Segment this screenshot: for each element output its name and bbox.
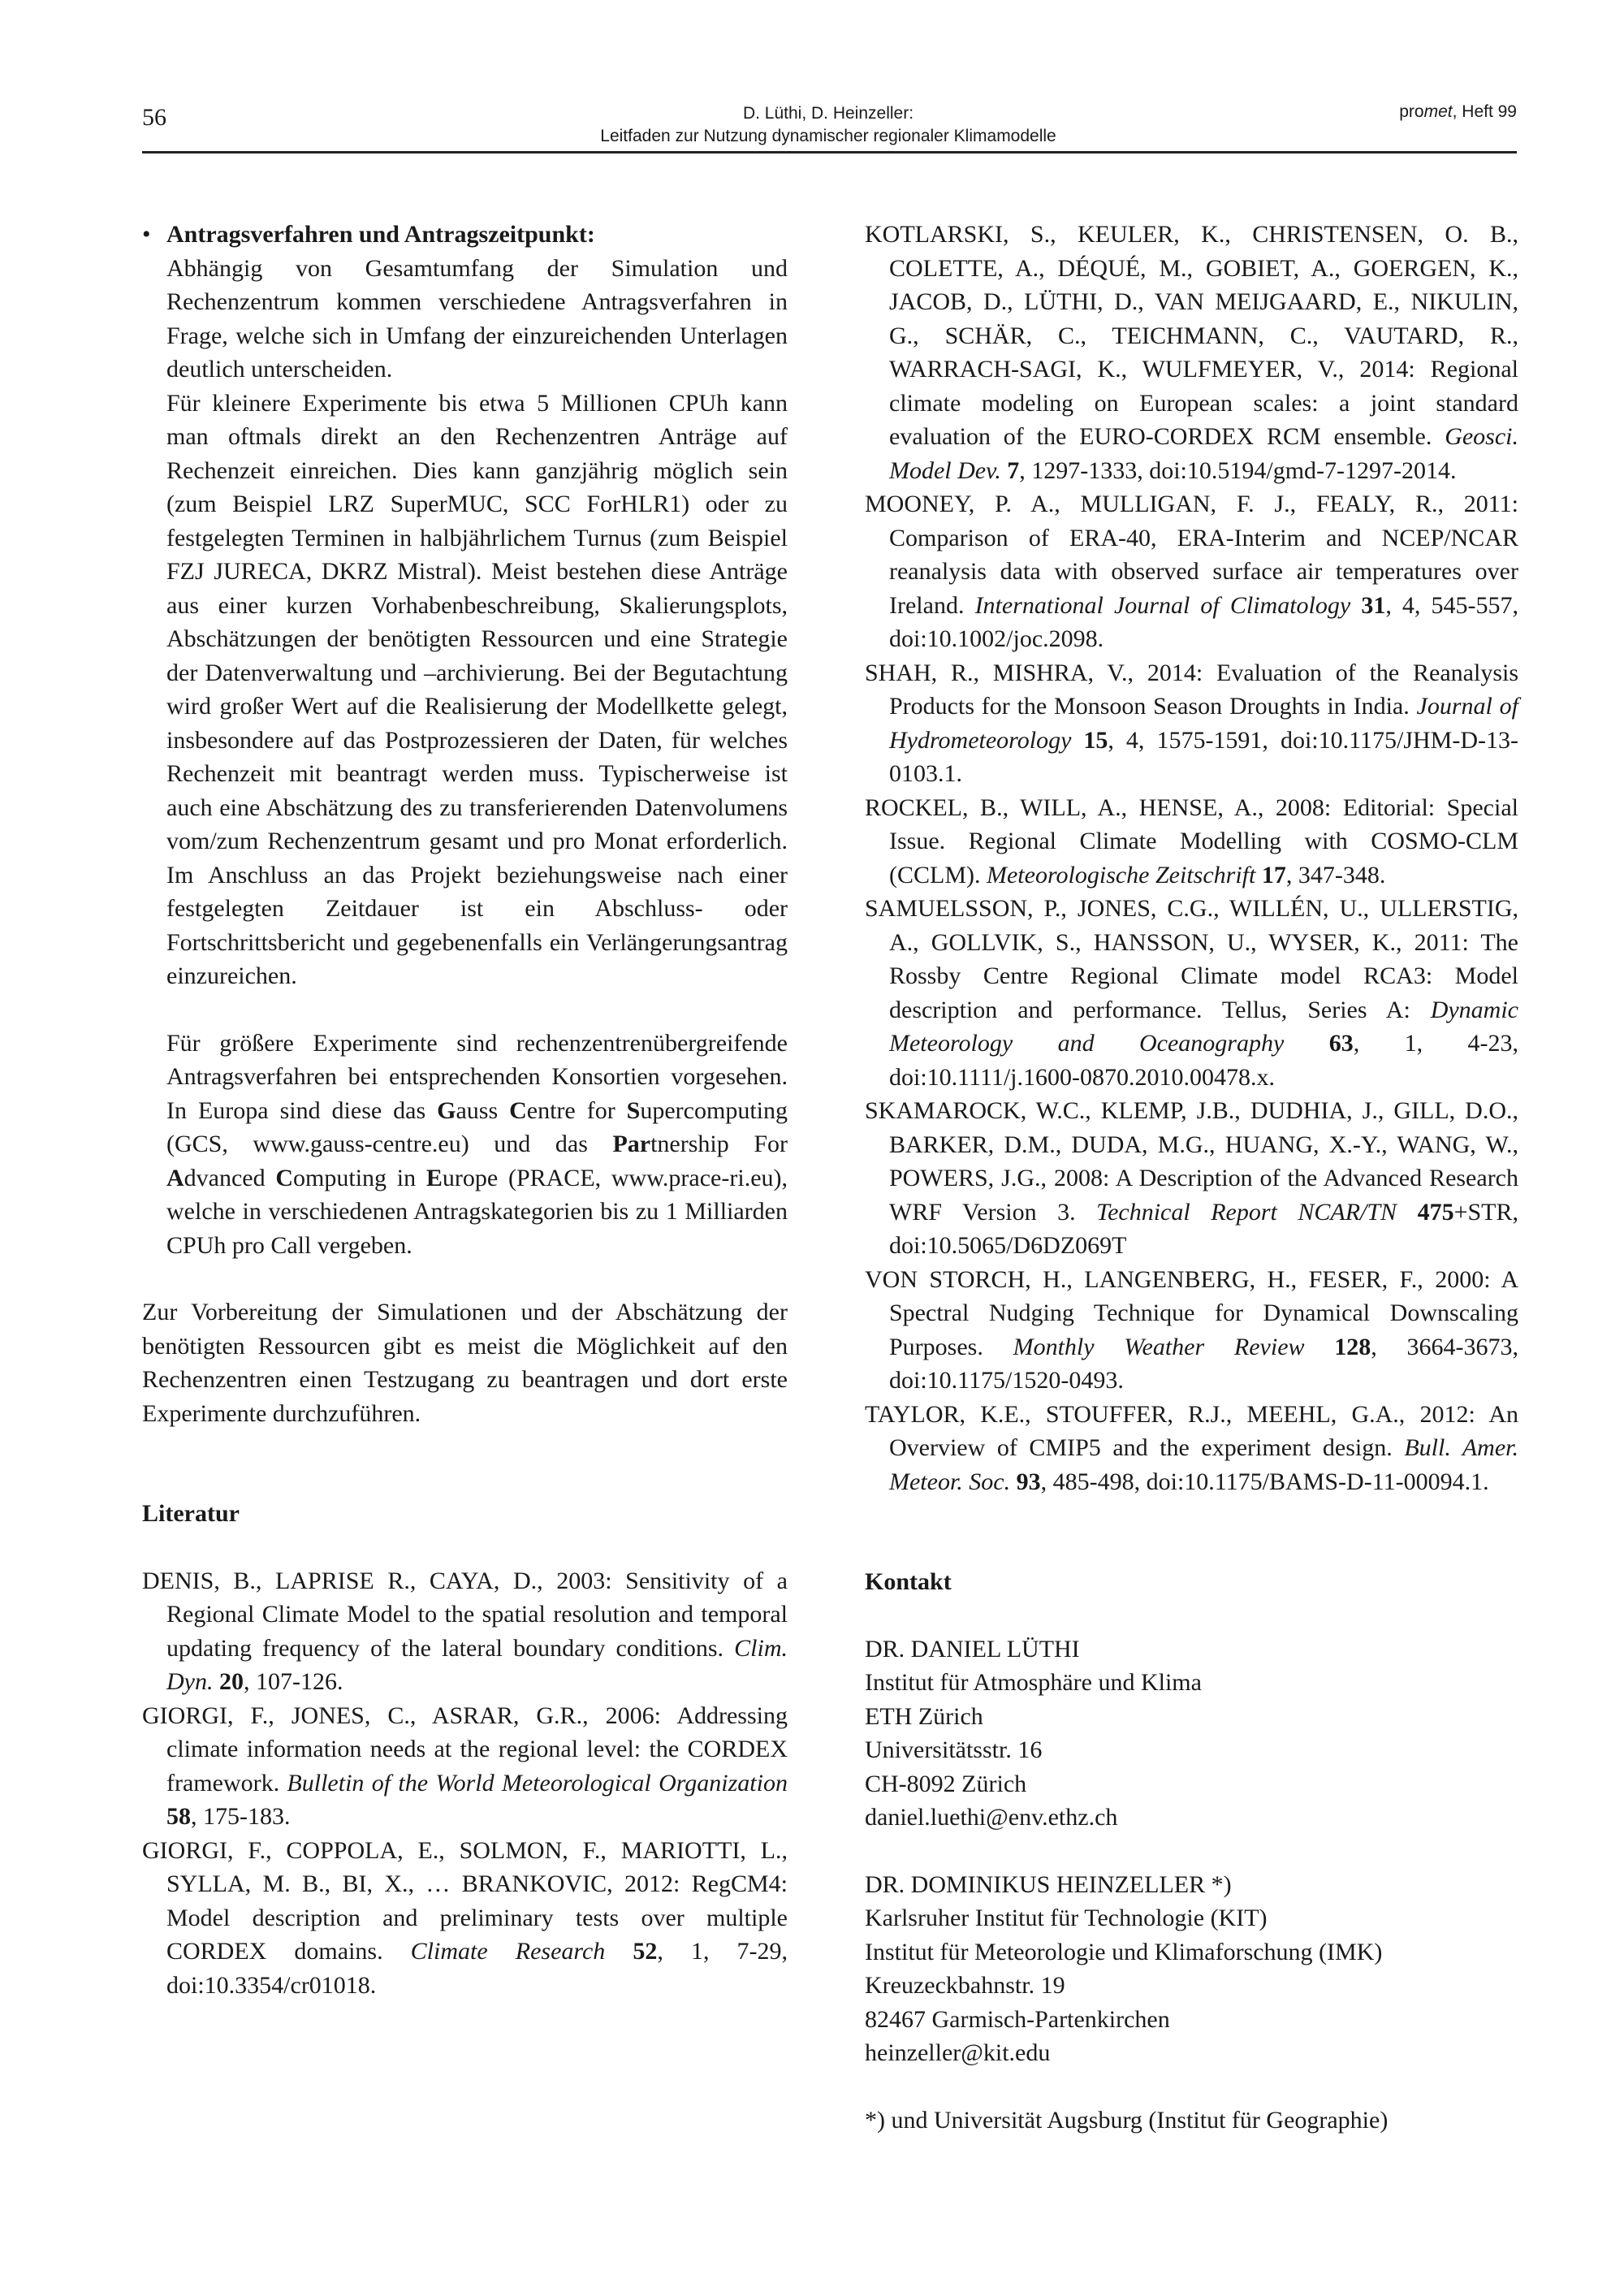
reference-item: GIORGI, F., COPPOLA, E., SOLMON, F., MARIOTTI, L., SYLLA, M. B., BI, X., … BRANKOVIC, 2012: RegCM4: Model description and preliminary tests over multiple CORDEX domains. Climate Research 52, 1, 7-29, doi:10.3354/cr01018. xyxy=(142,1836,788,1999)
reference-item: SKAMAROCK, W.C., KLEMP, J.B., DUDHIA, J., GILL, D.O., BARKER, D.M., DUDA, M.G., HUANG, X.-Y., WANG, W., POWERS, J.G., 2008: A Description of the Advanced Research WRF Version 3. Technical Report NCAR/TN 475+STR, doi:10.5065/D6DZ069T xyxy=(865,1097,1519,1259)
p3-text: omputing in xyxy=(293,1164,426,1191)
reference-item: GIORGI, F., JONES, C., ASRAR, G.R., 2006: Addressing climate information needs at the regional level: the CORDEX framework. Bulletin of the World Meteorological Organization 58, 175-183. xyxy=(142,1701,788,1830)
p3-bold: E xyxy=(425,1164,443,1191)
contact-institute: Institut für Atmosphäre und Klima xyxy=(865,1669,1202,1696)
running-header xyxy=(487,102,1169,148)
journal-name-plain: pro xyxy=(1399,102,1424,121)
contact-person-1 xyxy=(865,1632,1518,1835)
contact-name: DR. DANIEL LÜTHI xyxy=(865,1635,1080,1663)
p3-bold: A xyxy=(166,1164,184,1191)
reference-item: MOONEY, P. A., MULLIGAN, F. J., FEALY, R., 2011: Comparison of ERA-40, ERA-Interim and NCEP/NCAR reanalysis data with observed surface air temperatures over Ireland. International Journal of Climatology 31, 4, 545-557, doi:10.1002/joc.2098. xyxy=(865,491,1519,652)
contact-organization: ETH Zürich xyxy=(865,1702,983,1730)
header-authors: D. Lüthi, D. Heinzeller: xyxy=(742,104,914,123)
p3-text: auss xyxy=(456,1096,510,1124)
contact-institute: Institut für Meteorologie und Klimaforschung (IMK) xyxy=(865,1938,1383,1965)
p3-bold: C xyxy=(509,1096,527,1124)
p3-text: upercomputing (GCS, www.gauss-centre.eu) und das xyxy=(166,1096,788,1157)
contact-organization: Karlsruher Institut für Technologie (KIT) xyxy=(865,1905,1268,1931)
p3-text: tnership For xyxy=(650,1131,788,1157)
reference-item: SAMUELSSON, P., JONES, C.G., WILLÉN, U., ULLERSTIG, A., GOLLVIK, S., HANSSON, U., WYSER, K., 2011: The Rossby Centre Regional Climate model RCA3: Model description and performance. Tellus, Series A: Dynamic Meteorology and Oceanography 63, 1, 4-23, doi:10.1111/j.1600-0870.2010.00478.x. xyxy=(865,895,1518,1091)
contact-footnote: *) und Universität Augsburg (Institut für Geographie) xyxy=(865,2106,1389,2134)
p3-text: Für größere Experimente sind rechenzentrenübergreifende Antragsverfahren bei entsprechenden Konsortien vorgesehen. In Europa sind diese das xyxy=(166,1029,788,1124)
paragraph-1: Abhängig von Gesamtumfang der Simulation und Rechenzentrum kommen verschiedene Antragsverfahren in Frage, welche sich in Umfang der einzureichenden Unterlagen deutlich unterscheiden. xyxy=(166,254,788,383)
reference-item: SHAH, R., MISHRA, V., 2014: Evaluation of the Reanalysis Products for the Monsoon Season Droughts in India. Journal of Hydrometeorology 15, 4, 1575-1591, doi:10.1175/JHM-D-13-0103.1. xyxy=(865,659,1518,787)
reference-list-right xyxy=(865,218,1518,1498)
left-column xyxy=(142,218,788,2002)
literatur-heading: Literatur xyxy=(142,1500,240,1527)
p3-bold: C xyxy=(275,1164,294,1191)
reference-item: TAYLOR, K.E., STOUFFER, R.J., MEEHL, G.A., 2012: An Overview of CMIP5 and the experiment design. Bull. Amer. Meteor. Soc. 93, 485-498, doi:10.1175/BAMS-D-11-00094.1. xyxy=(865,1400,1519,1495)
issue-number: , Heft 99 xyxy=(1452,102,1517,121)
paragraph-3 xyxy=(166,1027,788,1263)
contact-email: heinzeller@kit.edu xyxy=(865,2039,1051,2066)
contact-city: CH-8092 Zürich xyxy=(865,1770,1027,1797)
bullet-heading: Antragsverfahren und Antragszeitpunkt: xyxy=(166,221,595,248)
paragraph-4: Zur Vorbereitung der Simulationen und der Abschätzung der benötigten Ressourcen gibt es meist die Möglichkeit auf den Rechenzentren einen Testzugang zu beantragen und dort erste Experimente durchzuführen. xyxy=(142,1299,788,1427)
contact-email: daniel.luethi@env.ethz.ch xyxy=(865,1804,1118,1831)
reference-list-left xyxy=(142,1564,788,2003)
page-number: 56 xyxy=(142,104,166,131)
p3-bold: S xyxy=(626,1096,641,1124)
reference-item: ROCKEL, B., WILL, A., HENSE, A., 2008: Editorial: Special Issue. Regional Climate Modelling with COSMO-CLM (CCLM). Meteorologische Zeitschrift 17, 347-348. xyxy=(865,793,1518,889)
p3-text: dvanced xyxy=(184,1164,276,1191)
journal-issue xyxy=(1399,102,1517,122)
p3-bold: Par xyxy=(612,1131,651,1157)
bullet-section xyxy=(142,218,788,1262)
contact-street: Universitätsstr. 16 xyxy=(865,1736,1043,1763)
header-title: Leitfaden zur Nutzung dynamischer regionaler Klimamodelle xyxy=(600,127,1056,145)
header-rule xyxy=(142,151,1517,153)
reference-item: VON STORCH, H., LANGENBERG, H., FESER, F., 2000: A Spectral Nudging Technique for Dynamical Downscaling Purposes. Monthly Weather Review 128, 3664-3673, doi:10.1175/1520-0493. xyxy=(865,1265,1519,1394)
p3-bold: G xyxy=(437,1096,456,1124)
kontakt-heading: Kontakt xyxy=(865,1568,952,1595)
contact-person-2 xyxy=(865,1868,1518,2070)
contact-city: 82467 Garmisch-Partenkirchen xyxy=(865,2005,1170,2033)
paragraph-2: Für kleinere Experimente bis etwa 5 Millionen CPUh kann man oftmals direkt an den Rechenzentren Anträge auf Rechenzeit einreichen. Dies kann ganzjährig möglich sein (zum Beispiel LRZ SuperMUC, SCC ForHLR1) oder zu festgelegten Terminen in halbjährlichem Turnus (zum Beispiel FZJ JURECA, DKRZ Mistral). Meist bestehen diese Anträge aus einer kurzen Vorhabenbeschreibung, Skalierungsplots, Abschätzungen der benötigten Ressourcen und eine Strategie der Datenverwaltung und –archivierung. Bei der Begutachtung wird großer Wert auf die Realisierung der Modellkette gelegt, insbesondere auf das Postprozessieren der Daten, für welches Rechenzeit mit beantragt werden muss. Typischerweise ist auch eine Abschätzung des zu transferierenden Datenvolumens vom/zum Rechenzentrum gesamt und pro Monat erforderlich. Im Anschluss an das Projekt beziehungsweise nach einer festgelegten Zeitdauer ist ein Abschluss- oder Fortschrittsbericht und gegebenenfalls ein Verlängerungsantrag einzureichen. xyxy=(166,389,788,989)
reference-item: KOTLARSKI, S., KEULER, K., CHRISTENSEN, O. B., COLETTE, A., DÉQUÉ, M., GOBIET, A., GOERGEN, K., JACOB, D., LÜTHI, D., VAN MEIJGAARD, E., NIKULIN, G., SCHÄR, C., TEICHMANN, C., VAUTARD, R., WARRACH-SAGI, K., WULFMEYER, V., 2014: Regional climate modeling on European scales: a joint standard evaluation of the EURO-CORDEX RCM ensemble. Geosci. Model Dev. 7, 1297-1333, doi:10.5194/gmd-7-1297-2014. xyxy=(865,221,1518,484)
reference-item: DENIS, B., LAPRISE R., CAYA, D., 2003: Sensitivity of a Regional Climate Model to the spatial resolution and temporal updating frequency of the lateral boundary conditions. Clim. Dyn. 20, 107-126. xyxy=(142,1567,788,1695)
bullet-icon: • xyxy=(142,221,151,248)
p3-text: urope (PRACE, www.prace-ri.eu), welche in verschiedenen Antragskategorien bis zu 1 Milliarden CPUh pro Call vergeben. xyxy=(166,1164,788,1259)
right-column xyxy=(865,218,1518,2137)
contact-street: Kreuzeckbahnstr. 19 xyxy=(865,1972,1065,1999)
p3-text: entre for xyxy=(526,1096,627,1124)
contact-name: DR. DOMINIKUS HEINZELLER *) xyxy=(865,1870,1232,1898)
journal-name-italic: met xyxy=(1423,102,1453,121)
